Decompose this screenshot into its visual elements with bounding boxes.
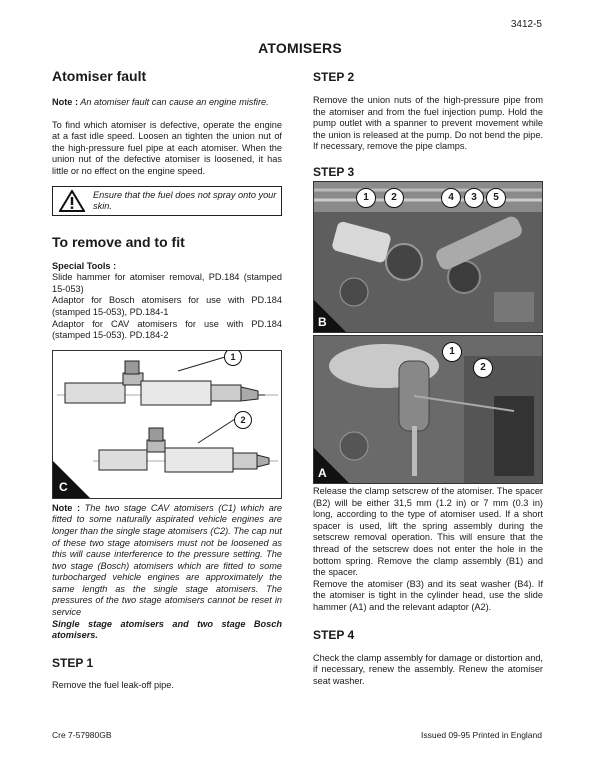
tool-item: Slide hammer for atomiser removal, PD.184 (stamped 15-053) bbox=[52, 272, 282, 294]
tools-label: Special Tools : bbox=[52, 260, 117, 271]
callout-b4: 4 bbox=[441, 188, 461, 208]
step1-heading: STEP 1 bbox=[52, 655, 94, 670]
page-title: ATOMISERS bbox=[258, 40, 342, 56]
engine-photo-a bbox=[314, 336, 543, 483]
figure-a-photo bbox=[313, 335, 543, 484]
fault-note: Note : An atomiser fault can cause an engine misfire. bbox=[52, 97, 269, 107]
page-number: 3412-5 bbox=[510, 19, 542, 30]
right-column bbox=[313, 68, 543, 687]
remove-heading: To remove and to fit bbox=[52, 233, 185, 250]
footer-issue: Issued 09-95 Printed in England bbox=[421, 730, 542, 740]
callout-b1: 1 bbox=[356, 188, 376, 208]
figure-c-atomisers bbox=[52, 350, 282, 499]
tool-item: Adaptor for CAV atomisers for use with PD.184 (stamped 15-053). PD.184-2 bbox=[52, 318, 282, 341]
fault-heading: Atomiser fault bbox=[52, 68, 147, 84]
atomiser-note: Note : The two stage CAV atomisers (C1) which are fitted to some naturally aspirated vehicle engines are longer than the single stage atomisers (C2). The cap nut of these two stage atomisers must not be loosened as this will cause interference to the pressure setting. The two stage (Bosch) atomisers which are fitted to some turbocharged vehicle engines are approximately the same length as the single stage atomisers. The pressures of the two stage atomisers cannot be reset in service bbox=[52, 502, 282, 618]
tool-item: Adaptor for Bosch atomisers for use with PD.184 (stamped 15-053), PD.184-1 bbox=[52, 295, 282, 317]
left-column bbox=[52, 68, 282, 691]
callout-b5: 5 bbox=[486, 188, 506, 208]
atomiser-note-bold: Single stage atomisers and two stage Bosch atomisers. bbox=[52, 618, 282, 641]
warning-icon bbox=[59, 190, 85, 212]
step2-text: Remove the union nuts of the high-pressure pipe from the atomiser and from the fuel injection pump. Hold the pump outlet with a spanner to prevent movement while the union is released at the pump. Do not bend the pipe. If necessary, remove the pipe clamps. bbox=[313, 95, 543, 152]
warning-box bbox=[52, 186, 282, 216]
figure-letter-c: C bbox=[59, 479, 68, 494]
step2-heading: STEP 2 bbox=[313, 70, 355, 84]
footer-code: Cre 7-57980GB bbox=[52, 730, 112, 740]
step4-text: Check the clamp assembly for damage or distortion and, if necessary, renew the assembly. Renew the atomiser seat washer. bbox=[313, 652, 543, 686]
callout-a1: 1 bbox=[442, 342, 462, 362]
callout-b2: 2 bbox=[384, 188, 404, 208]
step4-heading: STEP 4 bbox=[313, 627, 355, 642]
callout-a2: 2 bbox=[473, 358, 493, 378]
step3-heading: STEP 3 bbox=[313, 164, 355, 179]
callout-c2: 2 bbox=[234, 411, 252, 429]
engine-photo-b bbox=[314, 182, 543, 332]
fault-paragraph: To find which atomiser is defective, operate the engine at a fast idle speed. Loosen an tighten the union nut of the high-pressure fuel pipe at each atomiser. When the union nut of the defective atomiser is loosened, it has little or no effect on the engine speed. bbox=[52, 119, 282, 176]
warning-text: Ensure that the fuel does not spray onto your skin. bbox=[93, 189, 277, 212]
step1-text: Remove the fuel leak-off pipe. bbox=[52, 679, 174, 690]
step3-text-2: Remove the atomiser (B3) and its seat washer (B4). If the atomiser is tight in the cylinder head, use the slide hammer (A1) and the relevant adaptor (A2). bbox=[313, 578, 543, 612]
figure-letter-a: A bbox=[318, 465, 327, 480]
step3-text: Release the clamp setscrew of the atomiser. The spacer (B2) will be either 31,5 mm (1.2 in) or 7 mm (0.3 in) long, according to the type of atomiser used. If a short spacer is used, lift the spring assembly during the setscrew removal operation. This will ensure that the thread of the setscrew does not enter the hole in the bottom spring. Remove the clamp assembly (B1) and the spacer. bbox=[313, 485, 543, 578]
callout-b3: 3 bbox=[464, 188, 484, 208]
figure-letter-b: B bbox=[318, 314, 327, 329]
figure-b-photo bbox=[313, 181, 543, 333]
callout-c1: 1 bbox=[224, 350, 242, 366]
